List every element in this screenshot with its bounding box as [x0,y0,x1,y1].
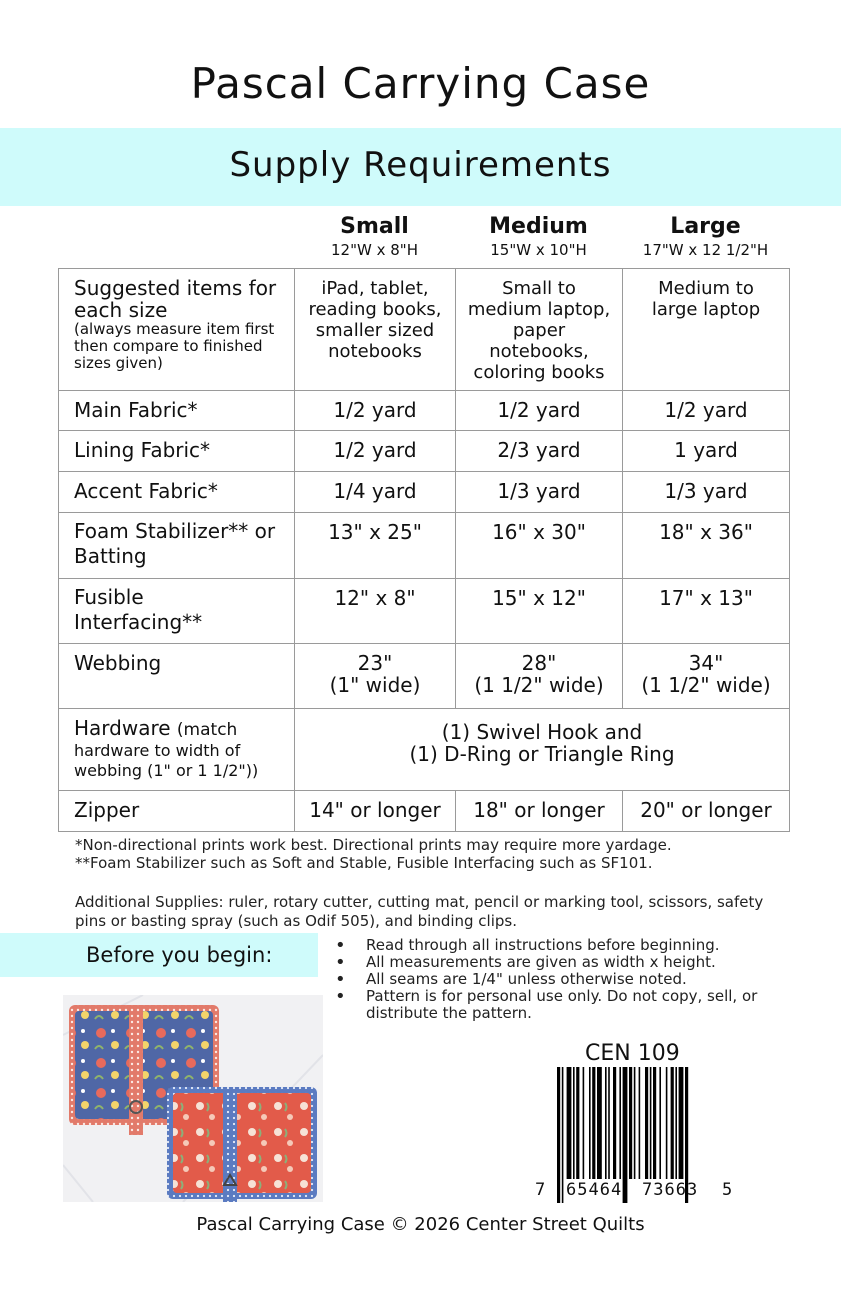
table-row-lining-fabric [59,431,790,472]
cell-small: iPad, tablet, reading books, smaller sized notebooks [295,269,456,391]
before-you-begin-heading: Before you begin: [86,943,273,967]
size-name: Medium [489,214,588,239]
cell-note: (1 1/2" wide) [474,673,604,697]
row-label-note: (always measure item first then compare to finished sizes given) [74,320,275,372]
cell-medium [456,644,623,709]
column-header-small [294,213,455,259]
cell-medium: 2/3 yard [456,431,623,472]
table-row-hardware [59,709,790,791]
cell-value: 23" [357,651,393,675]
cell-large: 1/2 yard [623,391,790,431]
footer-copyright: Pascal Carrying Case © 2026 Center Street Quilts [196,1214,645,1235]
cell-value-line2: (1) D-Ring or Triangle Ring [409,742,675,766]
row-label: Main Fabric* [59,391,295,431]
row-label: Zipper [59,791,295,832]
product-photo [63,995,323,1202]
barcode-bar [659,1067,661,1179]
row-label-note: hardware to width of webbing (1" or 1 1/2")) [74,741,259,780]
cell-large: Medium to large laptop [623,269,790,391]
row-label: Fusible Interfacing** [59,579,295,644]
table-row-accent-fabric [59,472,790,513]
cell-small: 13" x 25" [295,513,456,579]
table-row-suggested [59,269,790,391]
size-name: Large [670,214,741,239]
cell-all-sizes [295,709,790,791]
cell-small: 14" or longer [295,791,456,832]
cell-large: 1 yard [623,431,790,472]
cell-medium: 1/2 yard [456,391,623,431]
row-label: Webbing [59,644,295,709]
cell-large: 20" or longer [623,791,790,832]
cell-large: 17" x 13" [623,579,790,644]
barcode-bar [634,1067,636,1179]
cell-note: (1" wide) [329,673,421,697]
barcode-bar [605,1067,607,1179]
additional-supplies: Additional Supplies: ruler, rotary cutter, cutting mat, pencil or marking tool, scissors, safety pins or basting spray (such as Odif 505), and binding clips. [75,893,764,930]
barcode-bar [583,1067,585,1179]
row-label: Accent Fabric* [59,472,295,513]
barcode-bar [679,1067,684,1179]
barcode-bar [623,1067,628,1203]
list-item: • All seams are 1/4" unless otherwise noted. [335,971,775,988]
barcode-digit-first: 7 [535,1180,546,1200]
supply-table [58,268,790,832]
barcode-bar [629,1067,632,1179]
barcode-bar [608,1067,610,1179]
size-dims: 12"W x 8"H [331,241,418,259]
barcode-digits-right: 73663 [642,1180,699,1200]
list-item: • All measurements are given as width x height. [335,954,775,971]
barcode-bar [619,1067,621,1179]
cell-medium: 18" or longer [456,791,623,832]
footnote-1: *Non-directional prints work best. Directional prints may require more yardage. [75,836,672,854]
row-label-main: Suggested items for each size [74,276,277,322]
cell-small: 12" x 8" [295,579,456,644]
table-row-foam [59,513,790,579]
barcode-bar [666,1067,668,1179]
barcode-bar [589,1067,591,1179]
row-label [59,709,295,791]
barcode-bar [650,1067,652,1179]
cell-large: 1/3 yard [623,472,790,513]
cell-medium: 16" x 30" [456,513,623,579]
cell-value: 28" [521,651,557,675]
list-item: • Read through all instructions before beginning. [335,937,775,954]
barcode-bar [573,1067,575,1179]
table-row-fusible [59,579,790,644]
cell-small: 1/4 yard [295,472,456,513]
cell-large [623,644,790,709]
cell-large: 18" x 36" [623,513,790,579]
cell-medium: 1/3 yard [456,472,623,513]
column-header-large [622,213,789,259]
column-header-medium [455,213,622,259]
row-label-main: Hardware [74,716,171,740]
barcode-bar [675,1067,677,1179]
footnotes [75,836,672,872]
barcode-bar [653,1067,656,1179]
barcode-bar [639,1067,641,1179]
cell-value: 34" [688,651,724,675]
barcode-bar [576,1067,579,1179]
size-dims: 15"W x 10"H [490,241,587,259]
table-row-webbing [59,644,790,709]
barcode-bar [557,1067,560,1203]
footnote-2: **Foam Stabilizer such as Soft and Stable, Fusible Interfacing such as SF101. [75,854,653,872]
cell-small: 1/2 yard [295,431,456,472]
cell-small [295,644,456,709]
cell-medium: 15" x 12" [456,579,623,644]
table-row-main-fabric [59,391,790,431]
cell-value-line1: (1) Swivel Hook and [441,720,643,744]
barcode-bar [562,1067,564,1203]
page-title: Pascal Carrying Case [190,59,651,108]
barcode-bar [645,1067,648,1179]
barcode-bar [671,1067,674,1179]
row-label: Lining Fabric* [59,431,295,472]
row-label [59,269,295,391]
barcode-bar [613,1067,616,1179]
cell-note: (1 1/2" wide) [641,673,771,697]
section-heading: Supply Requirements [229,145,612,185]
product-code: CEN 109 [585,1041,680,1066]
cell-medium: Small to medium laptop, paper notebooks, coloring books [456,269,623,391]
barcode-digit-last: 5 [722,1180,733,1200]
row-label: Foam Stabilizer** or Batting [59,513,295,579]
size-name: Small [340,214,409,239]
cell-small: 1/2 yard [295,391,456,431]
barcode-digits-left: 65464 [566,1180,623,1200]
table-row-zipper [59,791,790,832]
list-item: • Pattern is for personal use only. Do not copy, sell, or distribute the pattern. [335,988,775,1022]
row-label-note-inline: (match [176,720,238,740]
barcode-bar [567,1067,572,1179]
size-dims: 17"W x 12 1/2"H [642,241,769,259]
before-you-begin-list [335,937,775,1022]
barcode-bar [592,1067,595,1179]
barcode-bar [597,1067,602,1179]
